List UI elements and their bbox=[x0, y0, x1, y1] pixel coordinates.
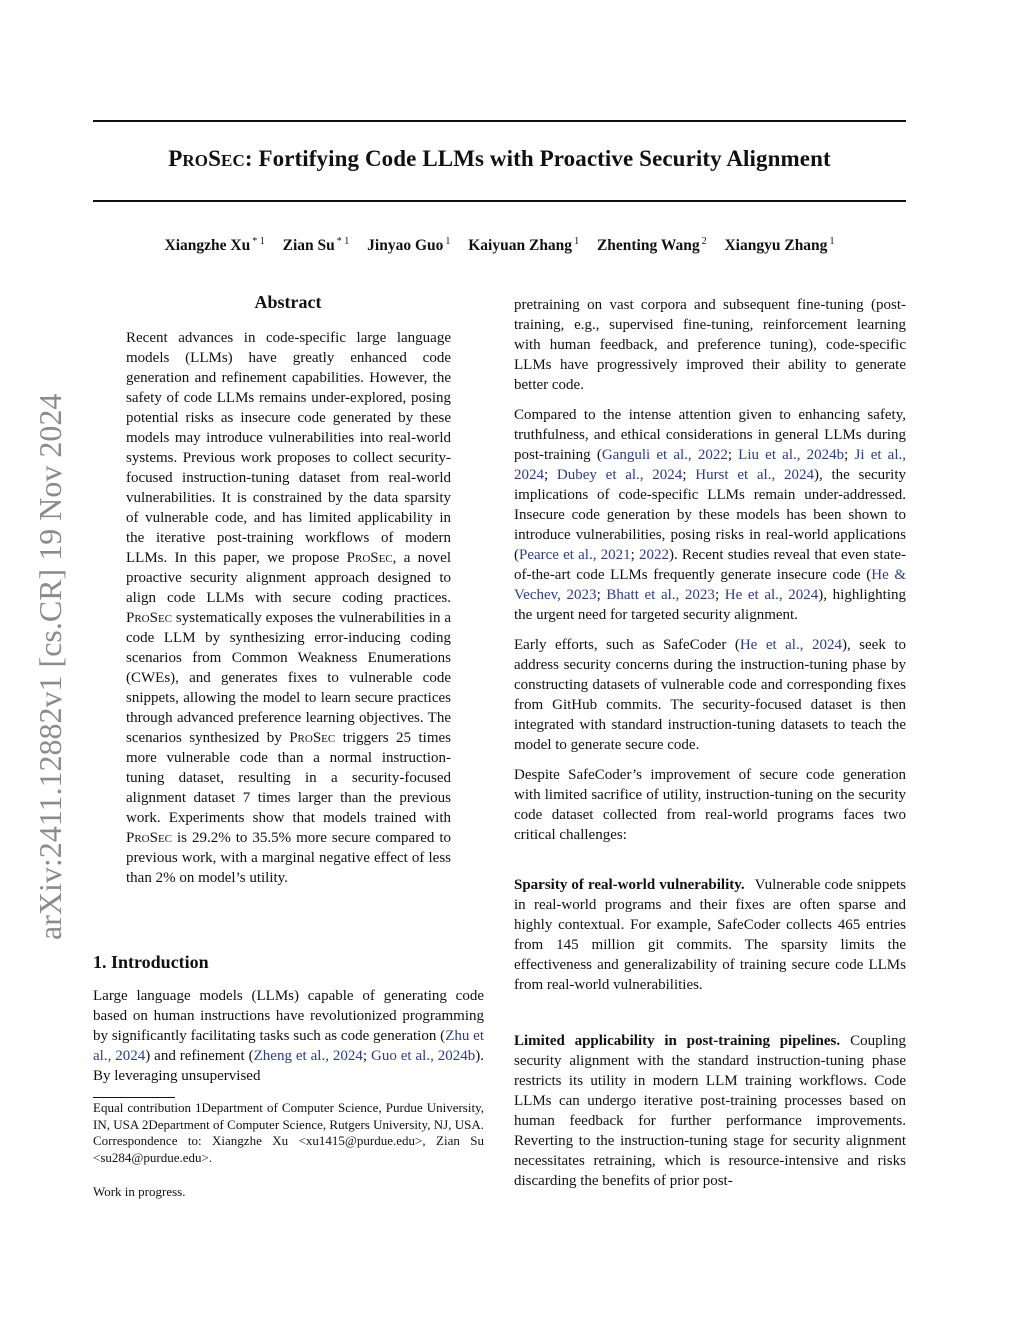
citation-link[interactable]: Bhatt et al., 2023 bbox=[606, 587, 715, 603]
author: Kaiyuan Zhang $^1$ bbox=[468, 236, 580, 255]
paragraph: Limited applicability in post-training pipelines. Coupling security alignment with the standard instruction-tuning phase restricts its utility in modern LLM training workflows. Code LLMs can undergo iterative post-training processes based on human feedback for further performance improvements. Reverting to the instruction-tuning stage for security alignment necessitates retraining, which is resource-intensive and risks discarding the benefits of prior post- bbox=[514, 1033, 906, 1189]
citation-link[interactable]: He et al., 2024 bbox=[739, 637, 842, 653]
author: Jinyao Guo $^1$ bbox=[367, 236, 451, 255]
abstract-heading: Abstract bbox=[254, 292, 322, 312]
citation-link[interactable]: He et al., 2024 bbox=[724, 587, 819, 603]
work-in-progress-note: Work in progress. bbox=[93, 1184, 186, 1199]
abstract-body: Recent advances in code-specific large language models (LLMs) have greatly enhanced code generation and refinement capabilities. However, the safety of code LLMs remains under-explored, posing potential risks as insecure code generated by these models may introduce vulnerabilities into real-world systems. Previous work proposes to collect security-focused instruction-tuning dataset from real-world vulnerabilities. It is constrained by the data sparsity of vulnerable code, and has limited applicability in the iterative post-training workflows of modern LLMs. In this paper, we propose ProSec, a novel proactive security alignment approach designed to align code LLMs with secure coding practices. ProSec systematically exposes the vulnerabilities in a code LLM by synthesizing error-inducing coding scenarios from Common Weakness Enumerations (CWEs), and generates fixes to vulnerable code snippets, allowing the model to learn secure practices through advanced preference learning objectives. The scenarios synthesized by ProSec triggers 25 times more vulnerable code than a normal instruction-tuning dataset, resulting in a security-focused alignment dataset 7 times larger than the previous work. Experiments show that models trained with ProSec is 29.2% to 35.5% more secure compared to previous work, with a marginal negative effect of less than 2% on model’s utility. bbox=[126, 330, 451, 886]
run-in-heading: Limited applicability in post-training pipelines. bbox=[514, 1033, 841, 1049]
citation-link[interactable]: Ji et al., 2024 bbox=[514, 447, 907, 483]
citation-link[interactable]: Dubey et al., 2024 bbox=[556, 467, 683, 483]
citation-link[interactable]: Zhu et al., 2024 bbox=[93, 1028, 485, 1064]
author-list bbox=[93, 236, 906, 255]
citation-link[interactable]: Guo et al., 2024b bbox=[370, 1048, 476, 1064]
paragraph: Compared to the intense attention given to enhancing safety, truthfulness, and ethical considerations in general LLMs during post-training (Ganguli et al., 2022; Liu et al., 2024b; Ji et al., 2024; Dubey et al., 2024; Hurst et al., 2024), the security implications of code-specific LLMs remain under-addressed. Insecure code generation by these models has been shown to introduce vulnerabilities, posing risks in real-world applications (Pearce et al., 2021; 2022). Recent studies reveal that even state-of-the-art code LLMs frequently generate insecure code (He & Vechev, 2023; Bhatt et al., 2023; He et al., 2024), highlighting the urgent need for targeted security alignment. bbox=[514, 407, 907, 623]
citation-link[interactable]: He & Vechev, 2023 bbox=[514, 567, 906, 603]
intro-paragraph: Large language models (LLMs) capable of generating code based on human instructions have revolutionized programming by significantly facilitating tasks such as code generation (Zhu et al., 2024) and refinement (Zheng et al., 2024; Guo et al., 2024b). By leveraging unsupervised bbox=[93, 988, 485, 1084]
title-rest: : Fortifying Code LLMs with Proactive Security Alignment bbox=[244, 146, 831, 171]
paper-title bbox=[93, 146, 906, 172]
run-in-heading: Sparsity of real-world vulnerability. bbox=[514, 877, 745, 893]
right-column bbox=[514, 295, 906, 1201]
author: Xiangzhe Xu $^{* 1}$ bbox=[164, 236, 265, 255]
citation-link[interactable]: Zheng et al., 2024 bbox=[253, 1048, 363, 1064]
citation-link[interactable]: 2022 bbox=[638, 547, 669, 563]
title-sc-ro: RO bbox=[182, 151, 209, 170]
section-heading-introduction: 1. Introduction bbox=[93, 952, 209, 972]
author: Zhenting Wang $^2$ bbox=[596, 236, 707, 255]
author: Xiangyu Zhang $^1$ bbox=[724, 236, 835, 255]
citation-link[interactable]: Liu et al., 2024b bbox=[738, 447, 845, 463]
title-sc-p: P bbox=[168, 146, 183, 171]
citation-link[interactable]: Pearce et al., 2021 bbox=[519, 547, 631, 563]
title-rule-top bbox=[93, 120, 906, 122]
author: Zian Su $^{* 1}$ bbox=[282, 236, 350, 255]
title-rule-bottom bbox=[93, 200, 906, 202]
title-sc-ec: EC bbox=[221, 151, 245, 170]
citation-link[interactable]: Hurst et al., 2024 bbox=[695, 467, 814, 483]
paragraph: Despite SafeCoder’s improvement of secure code generation with limited sacrifice of utility, instruction-tuning on the security code dataset collected from real-world programs faces two critical challenges: bbox=[514, 767, 906, 843]
citation-link[interactable]: Ganguli et al., 2022 bbox=[601, 447, 728, 463]
title-sc-s: S bbox=[208, 146, 222, 171]
footnote-rule bbox=[93, 1097, 175, 1098]
paragraph: Sparsity of real-world vulnerability. Vulnerable code snippets in real-world programs and their fixes are often sparse and highly contextual. For example, SafeCoder collects 465 entries from 145 million git commits. The sparsity limits the effectiveness and generalizability of training secure code LLMs from real-world vulnerabilities. bbox=[514, 877, 906, 993]
arxiv-stamp: arXiv:2411.12882v1 [cs.CR] 19 Nov 2024 bbox=[32, 393, 68, 940]
footnote: Equal contribution 1Department of Computer Science, Purdue University, IN, USA 2Department of Computer Science, Rutgers University, NJ, USA. Correspondence to: Xiangzhe Xu <xu1415@purdue.edu>, Zian Su <su284@purdue.edu>. bbox=[93, 1100, 484, 1165]
paragraph: pretraining on vast corpora and subsequent fine-tuning (post-training, e.g., supervised fine-tuning, reinforcement learning with human feedback, and preference tuning), code-specific LLMs have progressively improved their ability to generate better code. bbox=[514, 297, 906, 393]
paragraph: Early efforts, such as SafeCoder (He et al., 2024), seek to address security concerns during the instruction-tuning phase by constructing datasets of vulnerable code and corresponding fixes from GitHub commits. The security-focused dataset is then integrated with standard instruction-tuning datasets to teach the model to generate secure code. bbox=[514, 637, 906, 753]
